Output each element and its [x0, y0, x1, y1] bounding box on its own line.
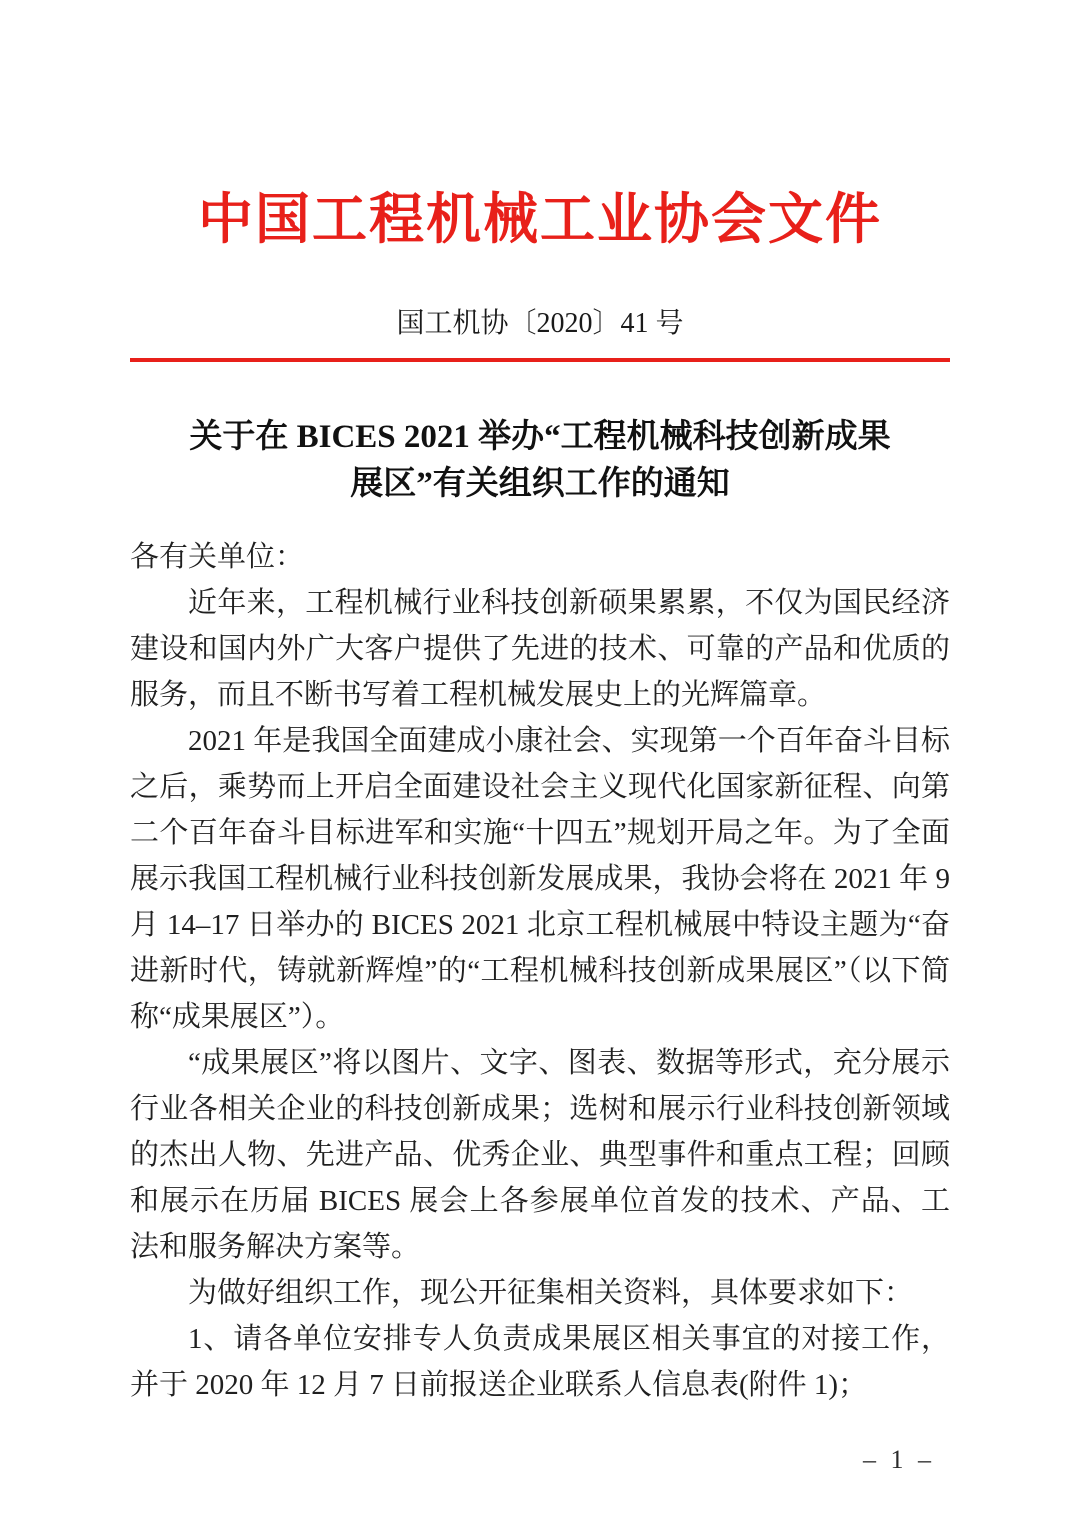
- red-divider-line: [130, 358, 950, 362]
- body-paragraph-4: 为做好组织工作，现公开征集相关资料，具体要求如下：: [188, 1277, 914, 1309]
- page-number: – 1 –: [863, 1445, 935, 1474]
- body-paragraph-3: “成果展区”将以图片、文字、图表、数据等形式，充分展示行业各相关企业的科技创新成果；选树和展示行业科技创新领域的杰出人物、先进产品、优秀企业、典型事件和重点工程；回顾和展示在历届 BICES 展会上各参展单位首发的技术、产品、工法和服务解决方案等。: [130, 1047, 950, 1263]
- document-body: [130, 534, 950, 1408]
- salutation: 各有关单位：: [130, 541, 305, 573]
- document-title: [130, 414, 950, 508]
- body-paragraph-5: 1、请各单位安排专人负责成果展区相关事宜的对接工作，并于 2020 年 12 月 7 日前报送企业联系人信息表(附件 1)；: [130, 1323, 950, 1401]
- doc-reference-number: 国工机协〔2020〕41 号: [396, 308, 684, 339]
- document-title-line-2: 展区”有关组织工作的通知: [350, 466, 730, 502]
- body-paragraph-2: 2021 年是我国全面建成小康社会、实现第一个百年奋斗目标之后，乘势而上开启全面建设社会主义现代化国家新征程、向第二个百年奋斗目标进军和实施“十四五”规划开局之年。为了全面展示我国工程机械行业科技创新发展成果，我协会将在 2021 年 9 月 14–17 日举办的 BICES 2021 北京工程机械展中特设主题为“奋进新时代，铸就新辉煌”的“工程机械科技创新成果展区”（以下简称“成果展区”）。: [130, 725, 950, 1033]
- org-letterhead-title: 中国工程机械工业协会文件: [197, 189, 882, 250]
- document-title-line-1: 关于在 BICES 2021 举办“工程机械科技创新成果: [189, 419, 891, 455]
- body-paragraph-1: 近年来，工程机械行业科技创新硕果累累，不仅为国民经济建设和国内外广大客户提供了先进的技术、可靠的产品和优质的服务，而且不断书写着工程机械发展史上的光辉篇章。: [130, 587, 950, 711]
